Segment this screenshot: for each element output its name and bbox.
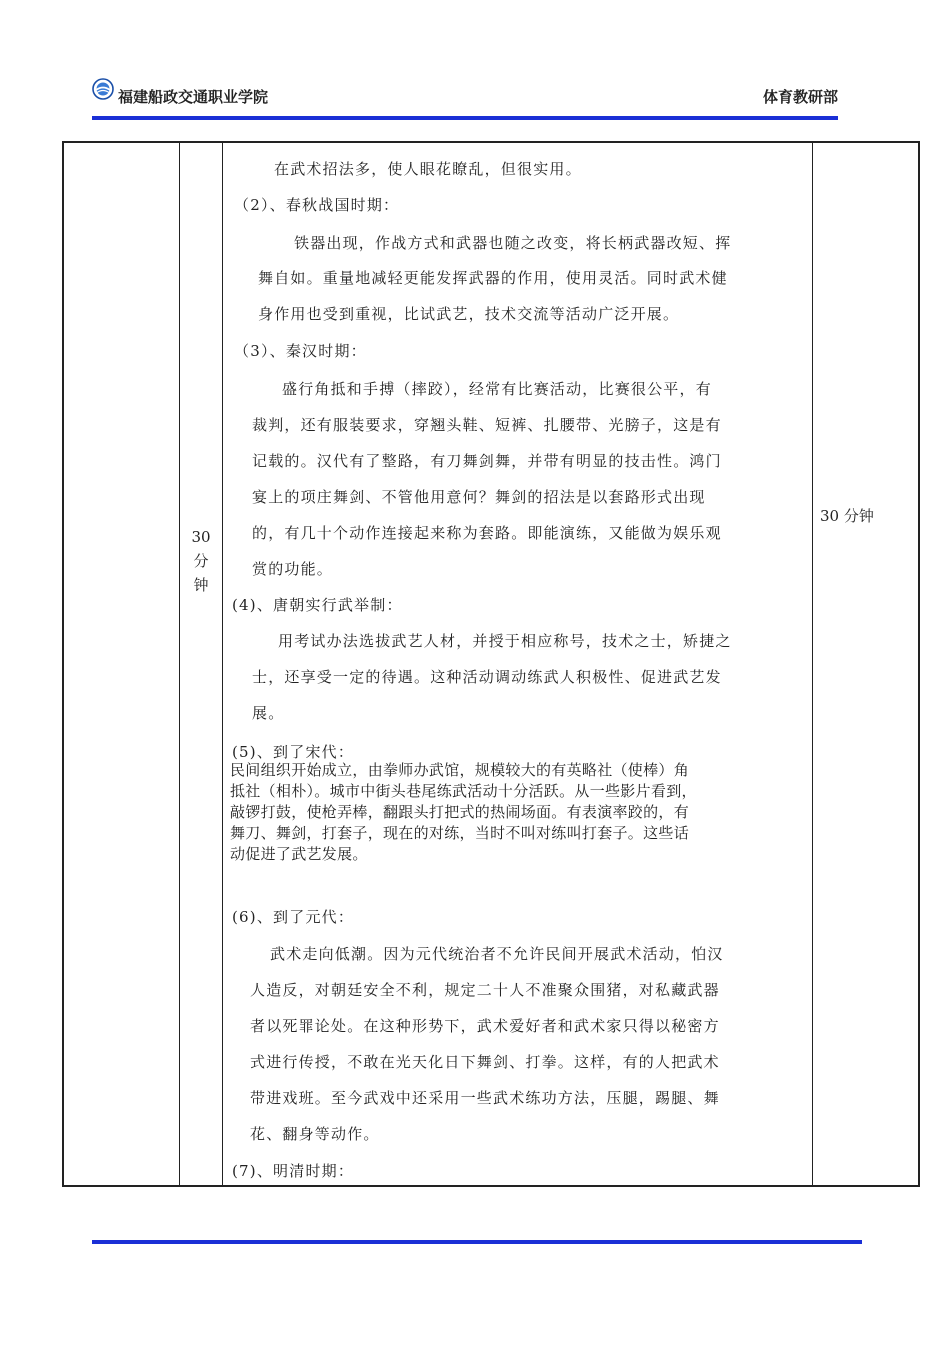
text-line: 的，有几十个动作连接起来称为套路。即能演练，又能做为娱乐观 <box>252 524 722 542</box>
text-line: 宴上的项庄舞剑、不管他用意何？舞剑的招法是以套路形式出现 <box>252 488 706 506</box>
section-heading: (7)、明清时期： <box>232 1162 355 1180</box>
section-heading: (6)、到了元代： <box>232 908 355 926</box>
text-line: 者以死罪论处。在这种形势下，武术爱好者和武术家只得以秘密方 <box>250 1017 720 1035</box>
text-line: 舞自如。重量地减轻更能发挥武器的作用，使用灵活。同时武术健 <box>258 269 728 287</box>
text-line: 展。 <box>252 704 285 722</box>
text-line: 武术走向低潮。因为元代统治者不允许民间开展武术活动，怕汉 <box>270 945 724 963</box>
text-line: 盛行角抵和手搏（摔跤），经常有比赛活动，比赛很公平，有 <box>282 380 712 398</box>
dense-paragraph <box>230 760 806 865</box>
time-cell-char: 钟 <box>193 576 209 594</box>
institution-name: 福建船政交通职业学院 <box>118 88 269 106</box>
text-line: 抵社（相朴）。城市中街头巷尾练武活动十分活跃。从一些影片看到， <box>230 782 697 800</box>
department-name: 体育教研部 <box>762 88 838 106</box>
footer-divider <box>92 1240 862 1244</box>
time-cell-char: 分 <box>193 552 209 570</box>
text-line: 人造反，对朝廷安全不利，规定二十人不准聚众围猪，对私藏武器 <box>250 981 720 999</box>
text-line: 用考试办法选拔武艺人材，并授于相应称号，技术之士，矫捷之 <box>278 632 732 650</box>
text-line: 民间组织开始成立，由拳师办武馆，规模较大的有英略社（使棒）角 <box>230 761 690 779</box>
header-divider <box>92 116 838 120</box>
text-line: 记载的。汉代有了整路，有刀舞剑舞，并带有明显的技击性。鸿门 <box>252 452 722 470</box>
column-divider <box>222 143 223 1185</box>
time-right-cell: 30 分钟 <box>820 507 874 525</box>
lesson-table <box>62 141 920 1187</box>
time-cell <box>182 525 220 597</box>
text-line: 裁判，还有服装要求，穿翘头鞋、短裤、扎腰带、光膀子，这是有 <box>252 416 722 434</box>
text-line: 身作用也受到重视，比试武艺，技术交流等活动广泛开展。 <box>258 305 680 323</box>
section-heading: （3）、秦汉时期： <box>234 342 367 360</box>
section-heading: (4)、唐朝实行武举制： <box>232 596 403 614</box>
text-line: 舞刀、舞剑，打套子，现在的对练，当时不叫对练叫打套子。这些话 <box>230 824 690 842</box>
text-line: 式进行传授，不敢在光天化日下舞剑、打拳。这样，有的人把武术 <box>250 1053 720 1071</box>
text-line: 在武术招法多，使人眼花瞭乱，但很实用。 <box>274 160 582 178</box>
text-line: 铁器出现，作战方式和武器也随之改变，将长柄武器改短、挥 <box>294 234 732 252</box>
section-heading: （2）、春秋战国时期： <box>234 196 400 214</box>
column-divider <box>179 143 180 1185</box>
section-heading: (5)、到了宋代： <box>232 743 355 761</box>
text-line: 花、翻身等动作。 <box>250 1125 380 1143</box>
page-header <box>92 74 838 118</box>
text-line: 动促进了武艺发展。 <box>230 845 368 863</box>
text-line: 带进戏班。至今武戏中还采用一些武术练功方法，压腿，踢腿、舞 <box>250 1089 720 1107</box>
column-divider <box>812 143 813 1185</box>
school-emblem-icon <box>92 78 114 100</box>
text-line: 赏的功能。 <box>252 560 334 578</box>
time-cell-text <box>182 525 220 597</box>
time-cell-char: 30 <box>191 528 211 546</box>
text-line: 士，还享受一定的待遇。这种活动调动练武人积极性、促进武艺发 <box>252 668 722 686</box>
text-line: 敲锣打鼓，使枪弄棒，翻跟头打把式的热闹场面。有表演率跤的，有 <box>230 803 690 821</box>
